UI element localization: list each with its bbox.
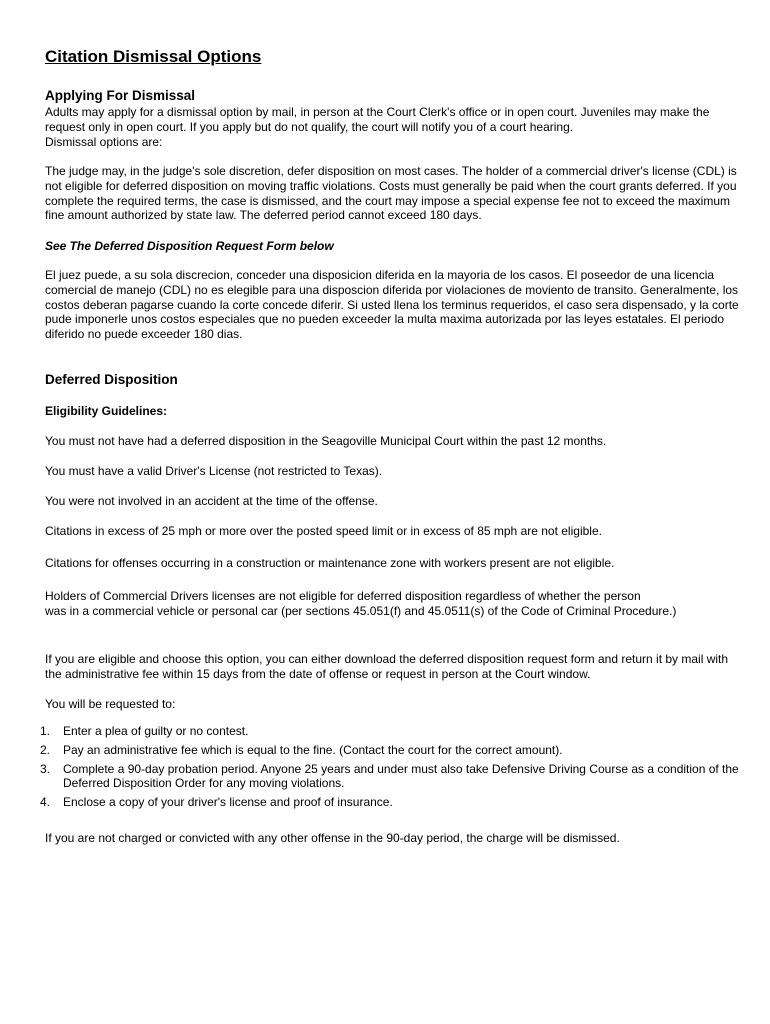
requested-intro: You will be requested to:: [45, 697, 176, 711]
guideline-3: You were not involved in an accident at the time of the offense.: [45, 494, 378, 508]
list-item-number: 3.: [40, 761, 51, 776]
guideline-2: You must have a valid Driver's License (not restricted to Texas).: [45, 464, 383, 478]
list-item-text: Complete a 90-day probation period. Anyone 25 years and under must also take Defensive Driving Course as a condition of the Deferred Disposition Order for any moving violations.: [63, 761, 739, 791]
deferred-heading: Deferred Disposition: [45, 372, 178, 387]
applying-paragraph: [45, 105, 745, 149]
list-item-text: Enter a plea of guilty or no contest.: [63, 724, 249, 738]
spanish-paragraph: El juez puede, a su sola discrecion, conceder una disposicion diferida en la mayoria de los casos. El poseedor de una licencia comercial de manejo (CDL) no es elegible para una disposcion diferida por violaciones de moviento de transito. Generalmente, los costos deberan pagarse cuando la corte concede diferir. Si usted llena los terminus requeridos, el caso sera dispensado, y la corte pude imponerle unos costos especiales que no pueden exceeder la multa maxima autorizada por las leyes estatales. El periodo diferido no puede exceeder 180 dias.: [45, 268, 739, 342]
guideline-6-line-1: Holders of Commercial Drivers licenses are not eligible for deferred disposition regardless of whether the person: [45, 589, 641, 603]
guideline-6-line-2: was in a commercial vehicle or personal car (per sections 45.051(f) and 45.0511(s) of the Code of Criminal Procedure.): [45, 603, 677, 618]
list-item-number: 2.: [40, 742, 51, 757]
applying-para-text: Adults may apply for a dismissal option by mail, in person at the Court Clerk's office or in open court. Juveniles may make the request only in open court. If you apply but do not qualify, the court will notify you of a court hearing.: [45, 105, 710, 134]
eligible-paragraph: If you are eligible and choose this option, you can either download the deferred disposition request form and return it by mail with the administrative fee within 15 days from the date of offense or request in person at the Court window.: [45, 652, 729, 681]
dismissal-options-label: Dismissal options are:: [45, 134, 163, 149]
list-item-text: Pay an administrative fee which is equal to the fine. (Contact the court for the correct amount).: [63, 742, 563, 757]
steps-list: [28, 724, 748, 814]
page-title: Citation Dismissal Options: [45, 47, 262, 66]
list-item-text: Enclose a copy of your driver's license and proof of insurance.: [63, 795, 393, 810]
list-item-number: 1.: [40, 724, 51, 738]
eligibility-subheading: Eligibility Guidelines:: [45, 404, 168, 418]
see-form-note: See The Deferred Disposition Request Form below: [45, 239, 334, 253]
judge-paragraph: The judge may, in the judge's sole discretion, defer disposition on most cases. The holder of a commercial driver's license (CDL) is not eligible for deferred disposition on moving traffic violations. Costs must generally be paid when the court grants deferred. If you complete the required terms, the case is dismissed, and the court may impose a special expense fee not to exceed the maximum fine amount authorized by state law. The deferred period cannot exceed 180 days.: [45, 164, 737, 223]
guideline-1: You must not have had a deferred disposition in the Seagoville Municipal Court within the past 12 months.: [45, 434, 607, 448]
guideline-6: [45, 589, 745, 619]
guideline-5: Citations for offenses occurring in a construction or maintenance zone with workers present are not eligible.: [45, 556, 615, 570]
list-item: [28, 743, 748, 758]
applying-heading: Applying For Dismissal: [45, 88, 196, 103]
list-item: [28, 724, 748, 739]
guideline-4: Citations in excess of 25 mph or more over the posted speed limit or in excess of 85 mph are not eligible.: [45, 524, 602, 538]
list-item: [28, 795, 748, 810]
list-item: [28, 762, 748, 792]
list-item-number: 4.: [40, 795, 51, 810]
closing-paragraph: If you are not charged or convicted with any other offense in the 90-day period, the charge will be dismissed.: [45, 831, 620, 845]
